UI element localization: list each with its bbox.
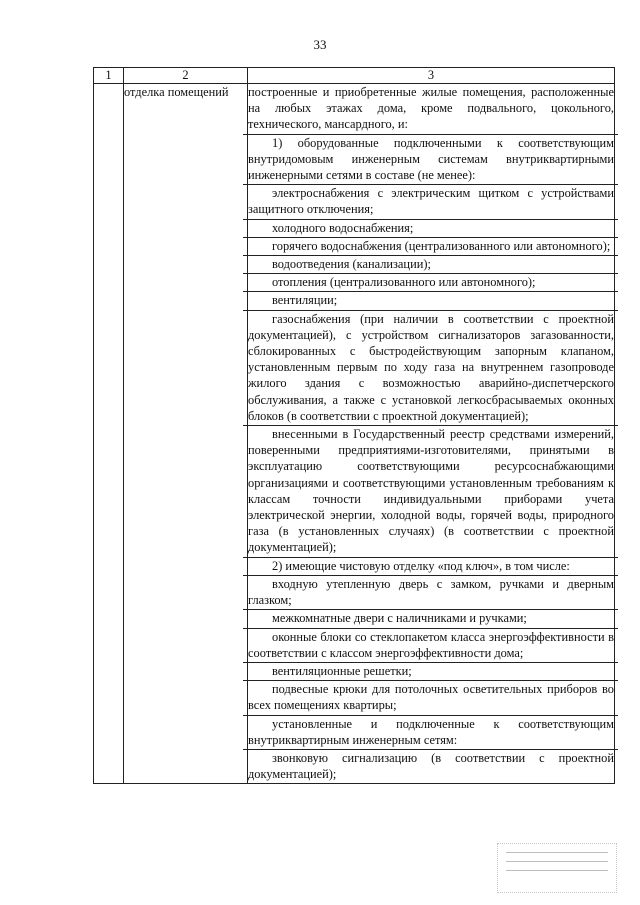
column-header-1: 1 bbox=[94, 68, 124, 84]
paragraph: звонковую сигнализацию (в соответствии с проектной документацией); bbox=[248, 750, 614, 782]
table-header-row bbox=[94, 68, 615, 84]
paragraph: горячего водоснабжения (централизованного или автономного); bbox=[243, 238, 618, 256]
paragraph: отопления (централизованного или автономного); bbox=[243, 274, 618, 292]
paragraph: построенные и приобретенные жилые помещения, расположенные на любых этажах дома, кроме подвального, цокольного, технического, мансардного, и: bbox=[243, 84, 618, 135]
stamp-line bbox=[506, 852, 608, 853]
page-number: 33 bbox=[313, 37, 327, 52]
requirements-table bbox=[93, 67, 615, 784]
paragraph: вентиляции; bbox=[243, 292, 618, 310]
paragraph: холодного водоснабжения; bbox=[243, 220, 618, 238]
paragraph: установленные и подключенные к соответствующим внутриквартирным инженерным сетям: bbox=[243, 716, 618, 750]
paragraph: водоотведения (канализации); bbox=[243, 256, 618, 274]
paragraph: электроснабжения с электрическим щитком с устройствами защитного отключения; bbox=[243, 185, 618, 219]
row-number-cell bbox=[94, 84, 124, 784]
column-header-3: 3 bbox=[248, 68, 615, 84]
paragraph: межкомнатные двери с наличниками и ручками; bbox=[243, 610, 618, 628]
paragraph: 2) имеющие чистовую отделку «под ключ», в том числе: bbox=[243, 558, 618, 576]
stamp-line bbox=[506, 861, 608, 862]
paragraph: входную утепленную дверь с замком, ручками и дверным глазком; bbox=[243, 576, 618, 610]
copy-stamp bbox=[497, 843, 617, 893]
paragraph: подвесные крюки для потолочных осветительных приборов во всех помещениях квартиры; bbox=[243, 681, 618, 715]
paragraph: оконные блоки со стеклопакетом класса энергоэффективности в соответствии с классом энергоэффективности дома; bbox=[243, 629, 618, 663]
row-label-cell: отделка помещений bbox=[124, 84, 248, 784]
paragraph: 1) оборудованные подключенными к соответствующим внутридомовым инженерным системам внутриквартирными инженерными сетями в составе (не менее): bbox=[243, 135, 618, 186]
table-row bbox=[94, 84, 615, 784]
paragraph: внесенными в Государственный реестр средствами измерений, поверенными предприятиями-изготовителями, принятыми в эксплуатацию соответствующими ресурсоснабжающими организациями и соответствующими установленным требованиям к классам точности индивидуальными приборами учета электрической энергии, холодной воды, горячей воды, природного газа (в установленных случаях) (в соответствии с проектной документацией); bbox=[243, 426, 618, 558]
paragraph: вентиляционные решетки; bbox=[243, 663, 618, 681]
column-header-2: 2 bbox=[124, 68, 248, 84]
stamp-line bbox=[506, 870, 608, 871]
paragraph: газоснабжения (при наличии в соответствии с проектной документацией), с устройством сигнализаторов загазованности, сблокированных с быстродействующим запорным клапаном, установленным первым по ходу газа на внутреннем газопроводе жилого здания с возможностью аварийно-диспетчерского обслуживания, а также с установкой легкосбрасываемых оконных блоков (в соответствии с проектной документацией); bbox=[243, 311, 618, 426]
row-text-cell bbox=[248, 84, 615, 784]
